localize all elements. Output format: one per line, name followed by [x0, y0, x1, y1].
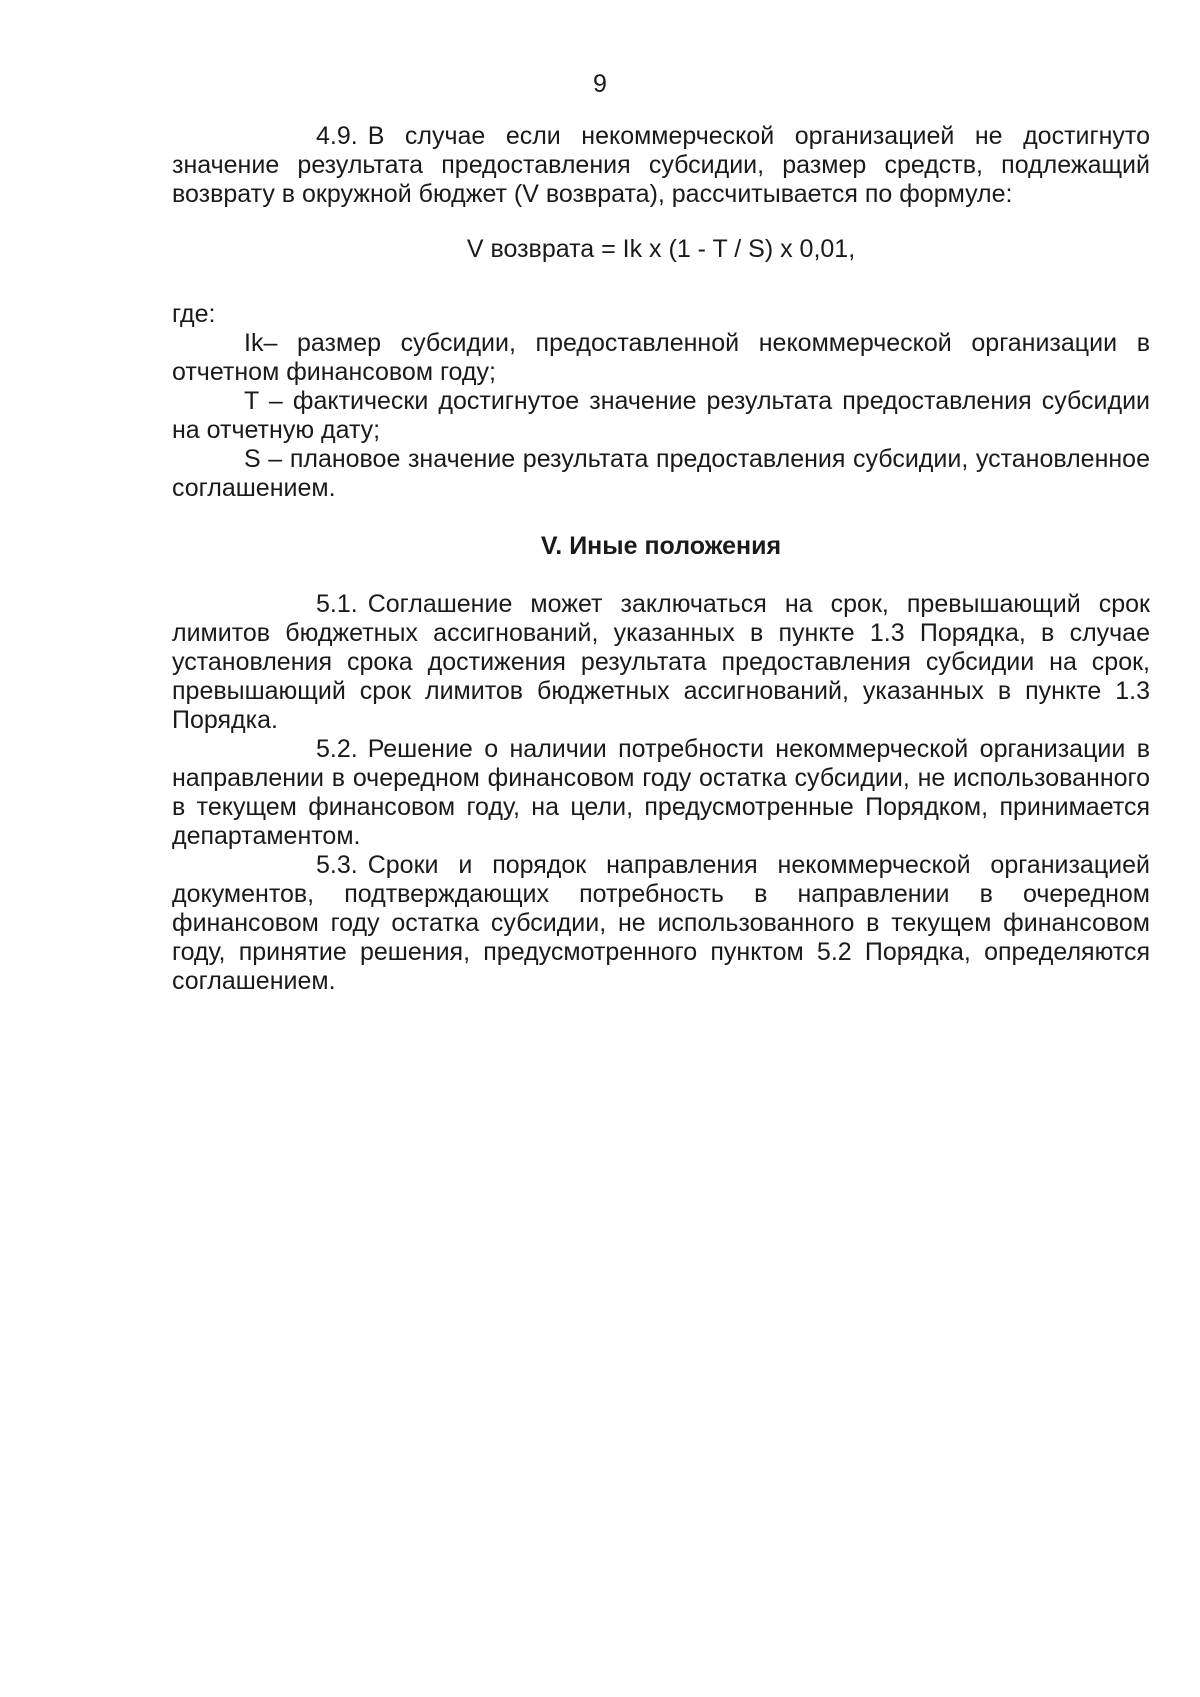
definition-t — [172, 387, 1150, 445]
definition-text: плановое значение результата предоставления субсидии, установленное соглашением. — [172, 445, 1150, 502]
definition-term: Ik — [244, 329, 264, 357]
return-formula: V возврата = Ik x (1 - T / S) x 0,01, — [466, 235, 856, 263]
definition-ik — [172, 329, 1150, 387]
clause-number: 5.2. — [316, 735, 358, 763]
clause-5-1 — [172, 590, 1150, 735]
clause-text: Решение о наличии потребности некоммерческой организации в направлении в очередном финансовом году остатка субсидии, не использованного в текущем финансовом году, на цели, предусмотренные Порядком, принимается департаментом. — [172, 735, 1150, 850]
clause-text: Соглашение может заключаться на срок, превышающий срок лимитов бюджетных ассигнований, указанных в пункте 1.3 Порядка, в случае установления срока достижения результата предоставления субсидии на срок, превышающий срок лимитов бюджетных ассигнований, указанных в пункте 1.3 Порядка. — [172, 590, 1150, 734]
clause-text: Сроки и порядок направления некоммерческой организацией документов, подтверждающих потребность в направлении в очередном финансовом году остатка субсидии, не использованного в текущем финансовом году, принятие решения, предусмотренного пунктом 5.2 Порядка, определяются соглашением. — [172, 851, 1150, 995]
definition-text: размер субсидии, предоставленной некоммерческой организации в отчетном финансовом году; — [172, 329, 1150, 386]
clause-text: В случае если некоммерческой организацией не достигнуто значение результата предоставления субсидии, размер средств, подлежащий возврату в окружной бюджет (V возврата), рассчитывается по формуле: — [172, 122, 1150, 208]
definition-text: фактически достигнутое значение результата предоставления субсидии на отчетную дату; — [172, 387, 1150, 444]
definition-term: T — [244, 387, 259, 415]
definition-dash: – — [268, 387, 283, 415]
clause-5-3 — [172, 851, 1150, 996]
where-label: где: — [172, 300, 216, 328]
clause-5-2 — [172, 735, 1150, 851]
page-number: 9 — [593, 70, 607, 98]
definition-dash: – — [263, 329, 278, 357]
clause-number: 5.3. — [316, 851, 358, 879]
definition-dash: – — [268, 445, 283, 473]
clause-number: 5.1. — [316, 590, 358, 618]
definition-s — [172, 445, 1150, 503]
clause-4-9 — [172, 122, 1150, 209]
section-title: V. Иные положения — [540, 532, 782, 560]
document-body — [172, 122, 1150, 996]
definition-term: S — [244, 445, 261, 473]
clause-number: 4.9. — [316, 122, 358, 150]
